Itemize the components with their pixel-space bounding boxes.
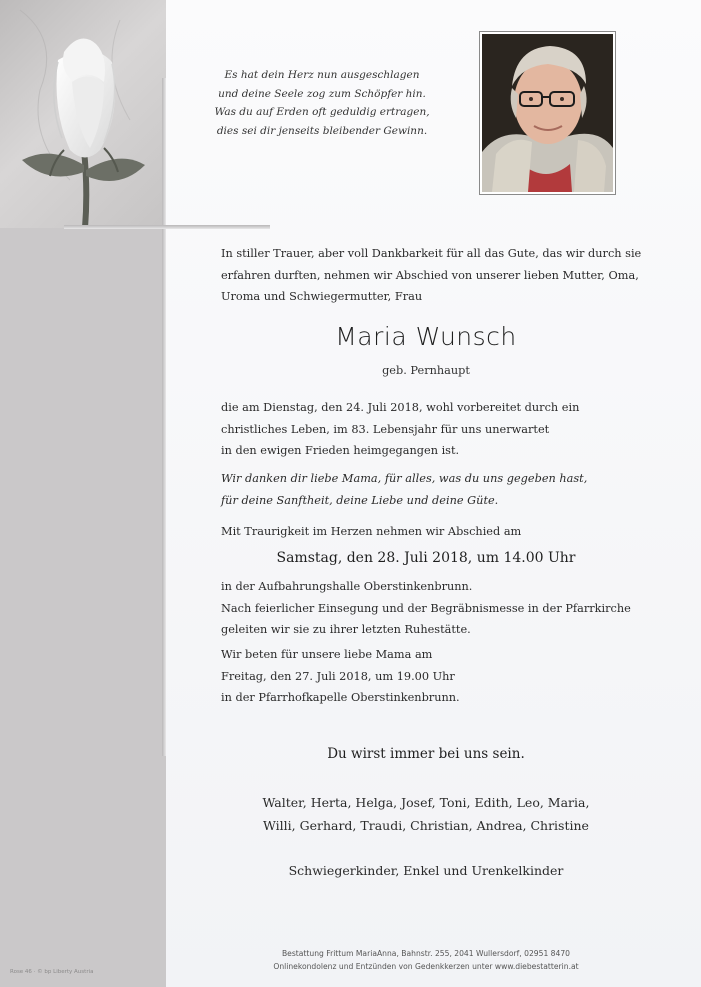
cross-horizontal-beam — [64, 225, 270, 229]
poem-line: und deine Seele zog zum Schöpfer hin. — [218, 87, 426, 100]
mourners-line: Walter, Herta, Helga, Josef, Toni, Edith, Leo, Maria, — [262, 795, 590, 810]
intro-paragraph — [221, 243, 642, 308]
mourners-list — [221, 791, 631, 837]
portrait-image — [482, 34, 613, 192]
ceremony-line: geleiten wir sie zu ihrer letzten Ruhestätte. — [221, 623, 471, 636]
white-rose-icon — [0, 0, 166, 228]
death-notice — [221, 397, 641, 462]
funeral-date: Samstag, den 28. Juli 2018, um 14.00 Uhr — [276, 550, 576, 566]
cross-vertical-beam — [162, 78, 166, 756]
poem-line: Es hat dein Herz nun ausgeschlagen — [224, 69, 420, 81]
footer-website[interactable]: Onlinekondolenz und Entzünden von Gedenkkerzen unter www.diebestatterin.at — [273, 961, 579, 971]
rose-image — [0, 0, 166, 228]
image-credit: Rose 46 · © bp Liberty Austria — [10, 969, 94, 975]
ceremony-line: Nach feierlicher Einsegung und der Begräbnismesse in der Pfarrkirche — [221, 601, 631, 615]
poem-line: Was du auf Erden oft geduldig ertragen, — [214, 106, 430, 118]
deceased-name: Maria Wunsch — [335, 322, 517, 351]
farewell-intro: Mit Traurigkeit im Herzen nehmen wir Abschied am — [221, 525, 522, 538]
prayer-line: in der Pfarrhofkapelle Oberstinkenbrunn. — [221, 691, 460, 704]
family-line: Schwiegerkinder, Enkel und Urenkelkinder — [288, 863, 564, 878]
death-notice-line: die am Dienstag, den 24. Juli 2018, wohl vorbereitet durch ein — [221, 401, 580, 414]
thanks-line: für deine Sanftheit, deine Liebe und deine Güte. — [221, 493, 499, 507]
prayer-line: Freitag, den 27. Juli 2018, um 19.00 Uhr — [221, 669, 455, 683]
poem-line: dies sei dir jenseits bleibender Gewinn. — [216, 124, 428, 137]
intro-line: erfahren durften, nehmen wir Abschied von unserer lieben Mutter, Oma, — [221, 268, 639, 282]
thanks-paragraph — [221, 468, 641, 511]
ceremony-paragraph — [221, 576, 641, 641]
left-side-panel — [0, 228, 166, 987]
intro-line: Uroma und Schwiegermutter, Frau — [221, 290, 423, 303]
ceremony-line: in der Aufbahrungshalle Oberstinkenbrunn. — [221, 580, 473, 593]
mourners-line: Willi, Gerhard, Traudi, Christian, Andrea, Christine — [263, 818, 589, 833]
portrait-photo-frame — [479, 31, 616, 195]
thanks-line: Wir danken dir liebe Mama, für alles, was du uns gegeben hast, — [221, 472, 588, 485]
maiden-name: geb. Pernhaupt — [382, 364, 470, 377]
death-notice-line: in den ewigen Frieden heimgegangen ist. — [221, 444, 460, 457]
portrait-photo — [482, 34, 613, 192]
intro-line: In stiller Trauer, aber voll Dankbarkeit für all das Gute, das wir durch sie — [221, 247, 642, 260]
footer — [221, 948, 631, 973]
footer-address: Bestattung Frittum MariaAnna, Bahnstr. 255, 2041 Wullersdorf, 02951 8470 — [281, 949, 571, 958]
poem — [196, 66, 448, 140]
prayer-paragraph — [221, 644, 641, 709]
prayer-line: Wir beten für unsere liebe Mama am — [221, 648, 433, 661]
death-notice-line: christliches Leben, im 83. Lebensjahr für uns unerwartet — [221, 422, 550, 436]
closing-line: Du wirst immer bei uns sein. — [327, 746, 525, 762]
